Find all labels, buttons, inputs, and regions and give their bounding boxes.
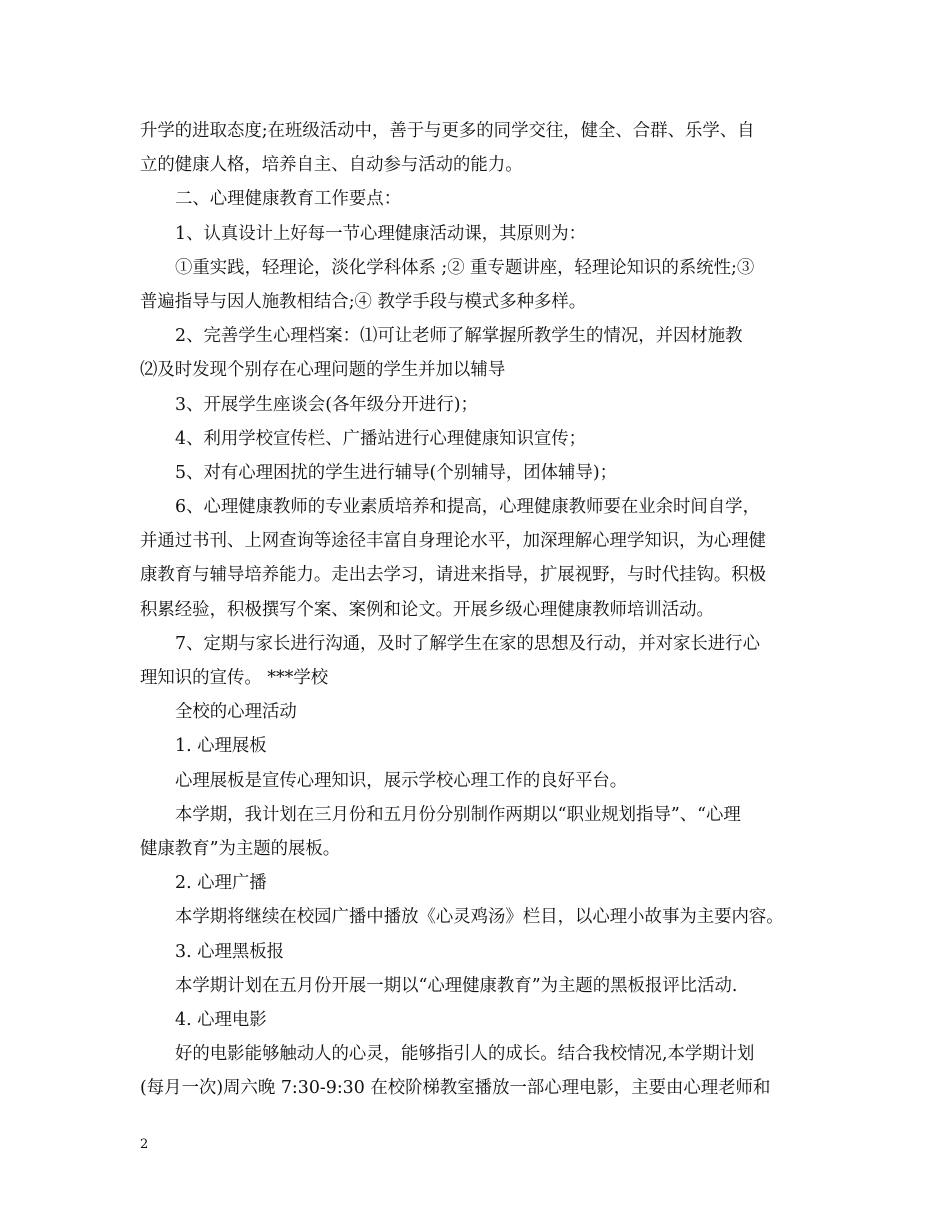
text-line: 4、利用学校宣传栏、广播站进行心理健康知识宣传； bbox=[175, 428, 587, 449]
text-line: 本学期将继续在校园广播中播放《心灵鸡汤》栏目，以心理小故事为主要内容。 bbox=[175, 907, 784, 928]
text-line: 3、开展学生座谈会(各年级分开进行)； bbox=[175, 394, 478, 415]
text-line: 心理展板是宣传心理知识，展示学校心理工作的良好平台。 bbox=[175, 770, 628, 791]
text-line: ⑵及时发现个别存在心理问题的学生并加以辅导 bbox=[140, 360, 506, 381]
text-line: 升学的进取态度;在班级活动中，善于与更多的同学交往，健全、合群、乐学、自 bbox=[140, 121, 755, 141]
text-line: 本学期计划在五月份开展一期以“心理健康教育”为主题的黑板报评比活动. bbox=[175, 975, 738, 996]
text-line: 1. 心理展板 bbox=[175, 736, 267, 757]
text-line: 全校的心理活动 bbox=[175, 702, 297, 723]
body-text bbox=[140, 114, 830, 1105]
text-line: 健康教育”为主题的展板。 bbox=[140, 838, 341, 859]
text-line: 5、对有心理困扰的学生进行辅导(个别辅导，团体辅导)； bbox=[175, 462, 618, 483]
text-line: 2. 心理广播 bbox=[175, 873, 267, 894]
text-line: 4. 心理电影 bbox=[175, 1009, 267, 1030]
text-line: 二、心理健康教育工作要点： bbox=[175, 189, 402, 210]
text-line: 2、完善学生心理档案：⑴可让老师了解掌握所教学生的情况，并因材施教 bbox=[175, 326, 743, 347]
text-line: (每月一次)周六晚 7:30-9:30 在校阶梯教室播放一部心理电影，主要由心理老师和 bbox=[140, 1078, 771, 1099]
text-line: 本学期，我计划在三月份和五月份分别制作两期以“职业规划指导”、“心理 bbox=[175, 804, 741, 825]
text-line: 3. 心理黑板报 bbox=[175, 941, 285, 962]
text-line: 理知识的宣传。 ***学校 bbox=[140, 668, 329, 688]
text-line: 立的健康人格，培养自主、自动参与活动的能力。 bbox=[140, 155, 523, 176]
text-line: 普遍指导与因人施教相结合;④ 教学手段与模式多种多样。 bbox=[140, 291, 587, 312]
text-line: 6、心理健康教师的专业素质培养和提高，心理健康教师要在业余时间自学， bbox=[175, 497, 760, 518]
text-line: 7、定期与家长进行沟通，及时了解学生在家的思想及行动，并对家长进行心 bbox=[175, 633, 760, 654]
page-number: 2 bbox=[140, 1137, 149, 1152]
text-line: ①重实践，轻理论，淡化学科体系 ;② 重专题讲座，轻理论知识的系统性;③ bbox=[175, 257, 755, 278]
text-line: 1、认真设计上好每一节心理健康活动课，其原则为： bbox=[175, 223, 587, 244]
text-line: 积累经验，积极撰写个案、案例和论文。开展乡级心理健康教师培训活动。 bbox=[140, 599, 714, 620]
text-line: 好的电影能够触动人的心灵，能够指引人的成长。结合我校情况,本学期计划 bbox=[175, 1044, 755, 1065]
text-line: 并通过书刊、上网查询等途径丰富自身理论水平，加深理解心理学知识，为心理健 bbox=[140, 531, 767, 552]
text-line: 康教育与辅导培养能力。走出去学习，请进来指导，扩展视野，与时代挂钩。积极 bbox=[140, 565, 767, 586]
